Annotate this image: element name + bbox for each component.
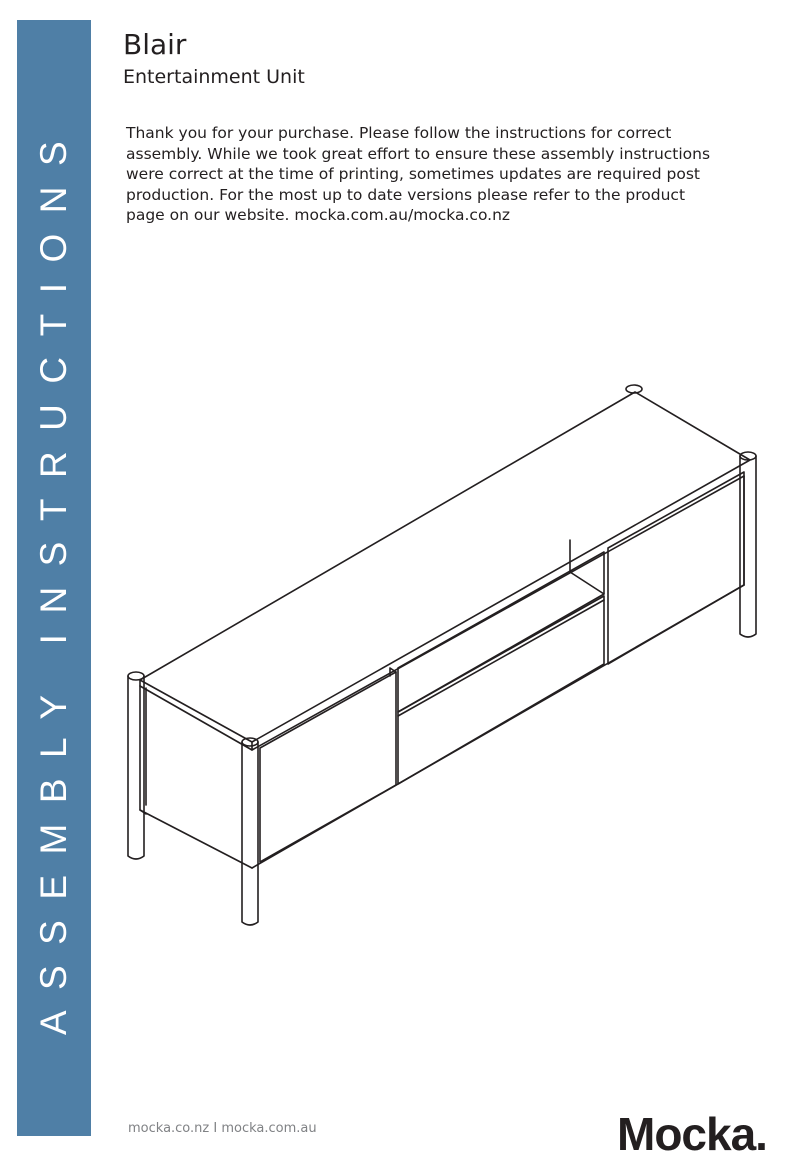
sidebar-band: [17, 20, 91, 1136]
leg-front-right: [740, 452, 756, 637]
sidebar-title: ASSEMBLY INSTRUCTIONS: [33, 120, 74, 1036]
center-drawer: [398, 596, 604, 784]
product-subtitle: Entertainment Unit: [123, 66, 305, 88]
center-open-shelf: [398, 552, 604, 712]
leg-front-left: [242, 738, 258, 925]
top-front-edge: [252, 476, 744, 750]
intro-paragraph: Thank you for your purchase. Please follow the instructions for correct assembly. While we took great effort to ensure these assembly instructions were correct at the time of printing, sometimes updates are required post production. For the most up to date versions please refer to the product page on our website. mocka.com.au/mocka.co.nz: [126, 124, 711, 224]
left-side-panel: [140, 680, 252, 868]
product-title: Blair: [123, 28, 187, 61]
footer-links: mocka.co.nz I mocka.com.au: [128, 1121, 317, 1136]
right-door: [608, 472, 744, 664]
brand-logo: Mocka.: [617, 1108, 767, 1160]
left-door: [260, 672, 396, 862]
leg-back-left: [128, 672, 144, 859]
furniture-illustration: [120, 375, 770, 935]
